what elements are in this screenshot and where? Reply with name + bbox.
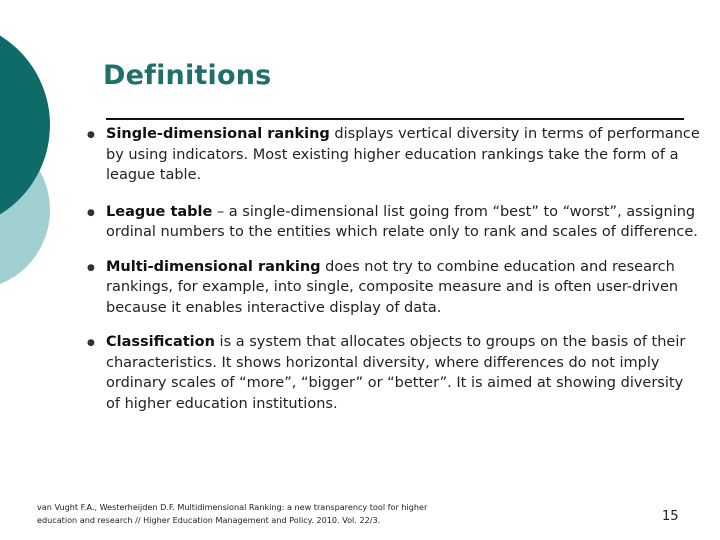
bullet-single-dimensional-ranking — [80, 124, 700, 186]
bullet-text: does not try to combine education and research rankings, for example, into single, composite measure and is often user-driven because it enables interactive display of data. — [106, 258, 679, 316]
bullet-multi-dimensional-ranking — [80, 257, 700, 319]
bullet-text: – a single-dimensional list going from “best” to “worst”, assigning ordinal numbers to the entities which relate only to rank and scales of difference. — [106, 203, 698, 240]
bullet-dot-icon: ● — [87, 207, 95, 218]
bullet-dot-icon: ● — [87, 338, 95, 348]
bullet-dot-icon: ● — [87, 262, 95, 273]
reference-footnote — [37, 501, 467, 526]
bullet-term: League table — [106, 203, 213, 220]
page-number: 15 — [662, 509, 679, 524]
title-underline — [106, 118, 684, 120]
bullet-league-table — [80, 202, 700, 243]
bullet-term: Multi-dimensional ranking — [106, 258, 321, 275]
footnote-line: van Vught F.A., Westerheijden D.F. Multidimensional Ranking: a new transparency tool for higher — [37, 502, 428, 512]
bullet-term: Single-dimensional ranking — [106, 126, 330, 142]
bullet-text: displays vertical diversity in terms of performance by using indicators. Most existing higher education rankings take the form of a league table. — [106, 126, 700, 183]
definitions-list — [80, 124, 700, 414]
bullet-classification — [80, 332, 700, 414]
bullet-text: is a system that allocates objects to groups on the basis of their characteristics. It shows horizontal diversity, where differences do not imply ordinary scales of “more”, “bigger” or “better”. It is aimed at showing diversity of higher education institutions. — [106, 334, 686, 412]
bullet-dot-icon: ● — [87, 130, 95, 140]
bullet-term: Classification — [106, 334, 215, 350]
slide-title: Definitions — [103, 60, 272, 91]
footnote-line: education and research // Higher Education Management and Policy. 2010. Vol. 22/3. — [37, 514, 381, 525]
